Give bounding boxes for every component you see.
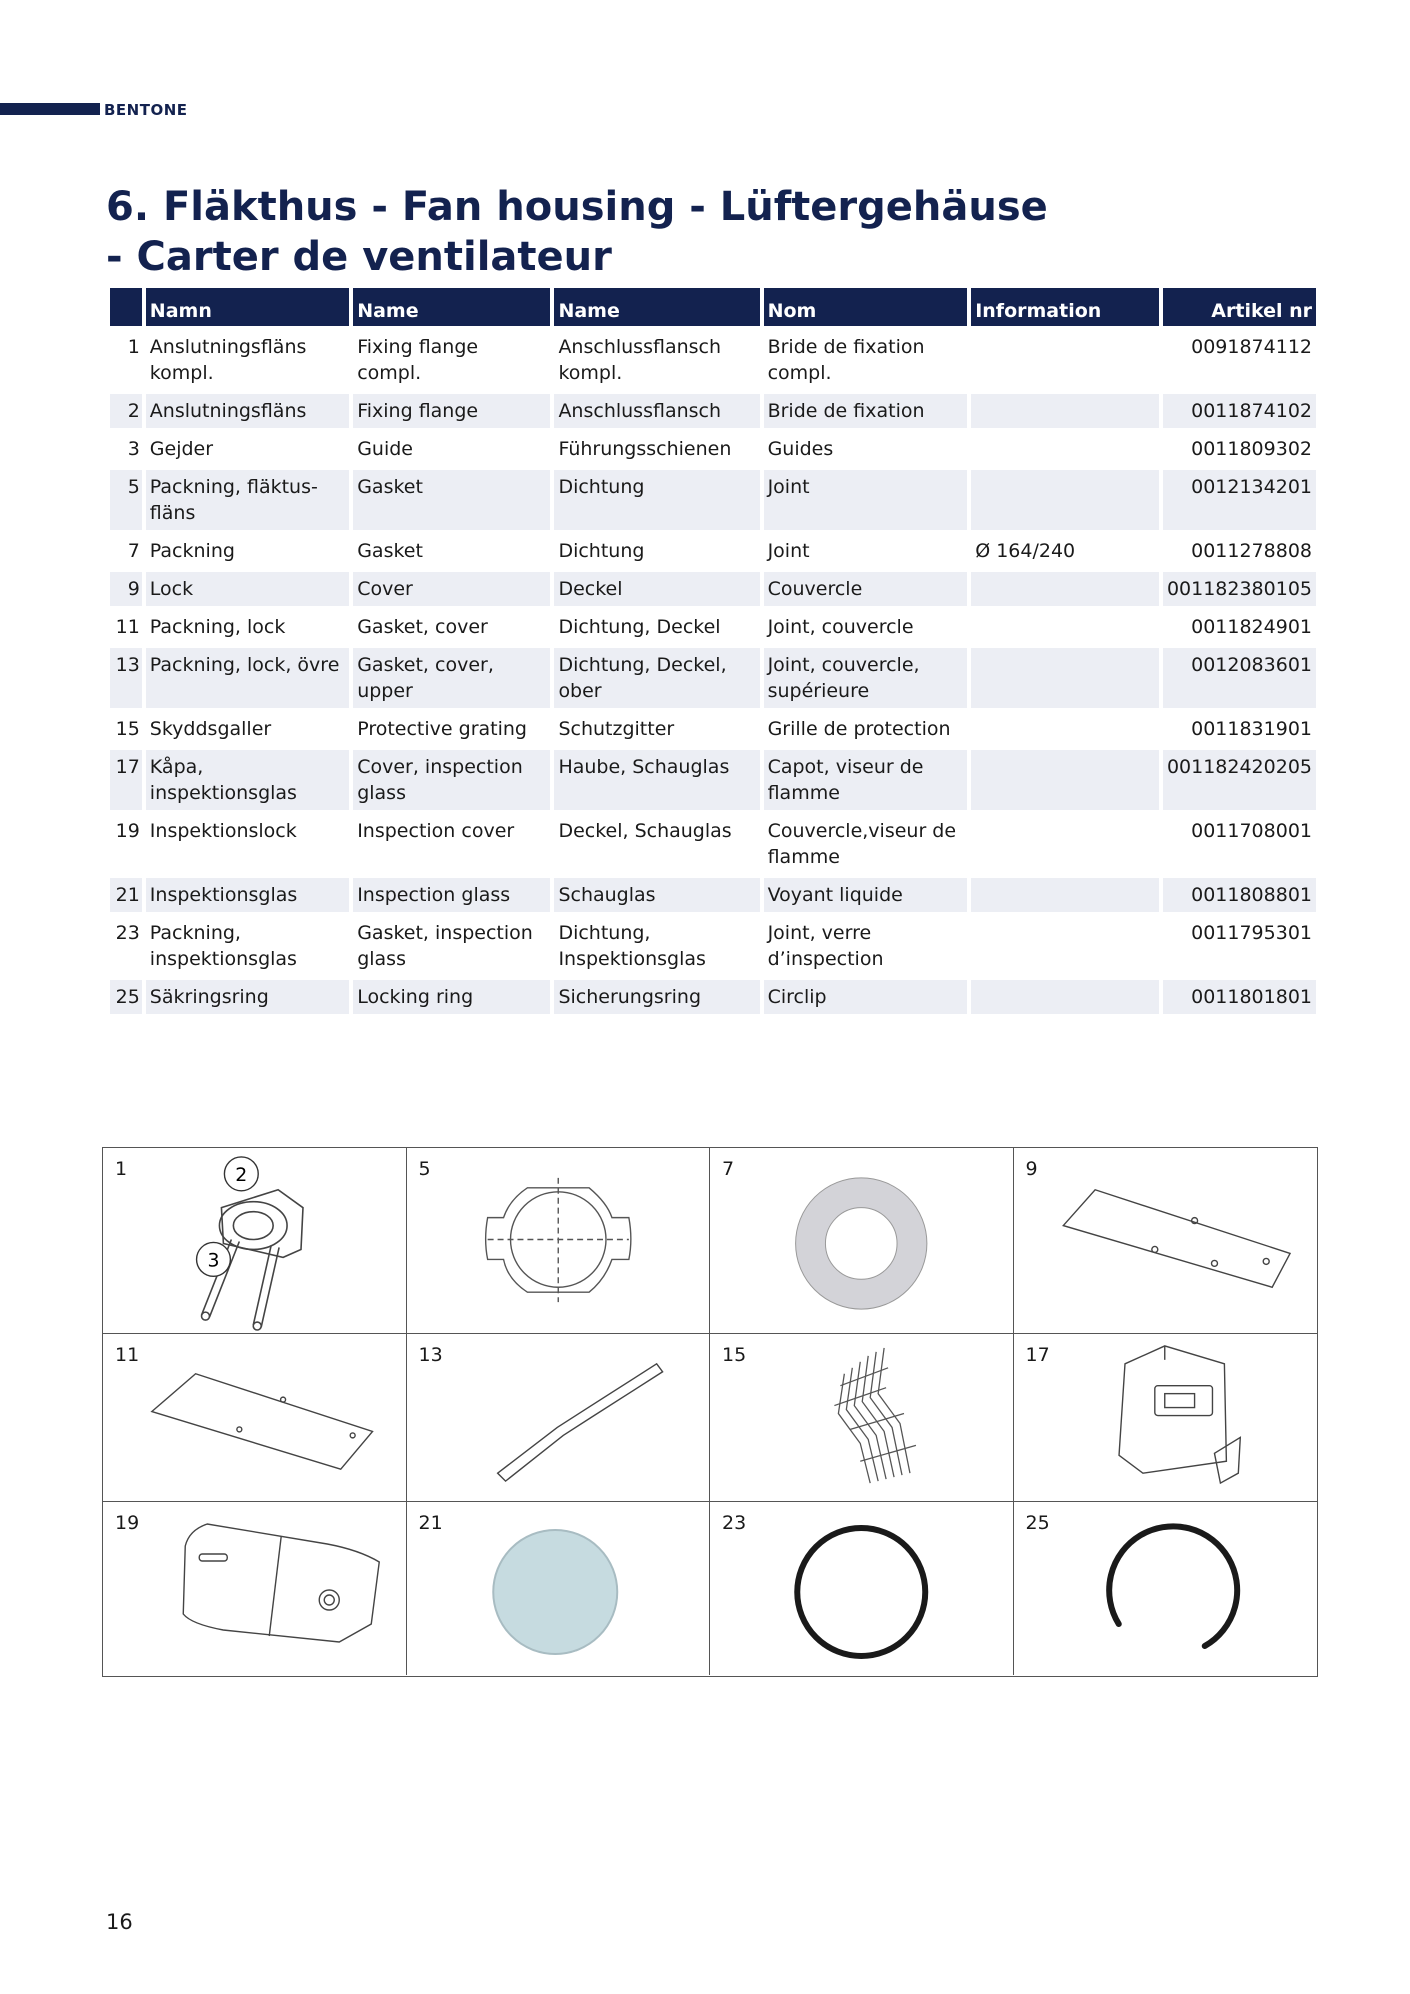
- row-number: 7: [127, 540, 140, 562]
- figure-cell-5: [407, 1148, 711, 1334]
- cell-nom: Circlip: [764, 980, 968, 1014]
- cell-namn: Kåpa, inspektionsglas: [146, 750, 349, 810]
- cell-namn: Packning, fläktus-fläns: [146, 470, 349, 530]
- row-number: 17: [110, 750, 142, 810]
- cell-namn: Inspektionsglas: [146, 878, 349, 912]
- column-header-artikel-nr: Artikel nr: [1163, 288, 1316, 326]
- cell-information: [971, 916, 1159, 976]
- inspection-glass-cover-icon: [1014, 1334, 1318, 1501]
- table-row: [110, 432, 1316, 466]
- ring-gasket-icon: [710, 1148, 1013, 1333]
- table-header-row: [110, 288, 1316, 326]
- cell-name-de: Sicherungsring: [554, 980, 759, 1014]
- row-number: 13: [110, 648, 142, 708]
- inspection-cover-icon: [103, 1502, 406, 1675]
- row-number: 11: [115, 616, 140, 638]
- figure-label: 1: [115, 1158, 128, 1180]
- cell-name-de: Deckel, Schauglas: [558, 820, 732, 842]
- table-row: [110, 534, 1316, 568]
- figure-cell-15: [710, 1334, 1014, 1502]
- cell-name-en: Cover, inspection glass: [353, 750, 550, 810]
- figure-label: 11: [115, 1344, 140, 1366]
- row-number: 25: [110, 980, 142, 1014]
- cell-artikel-nr: 0011824901: [1191, 616, 1312, 638]
- column-header-number: [110, 288, 142, 326]
- cell-name-de: Schauglas: [554, 878, 759, 912]
- cell-name-de: Anschlussflansch kompl.: [558, 336, 722, 384]
- callout-2: 2: [235, 1163, 248, 1186]
- figure-label: 5: [418, 1158, 431, 1180]
- cell-name-en: Protective grating: [357, 718, 527, 740]
- cell-artikel-nr: 0011708001: [1191, 820, 1312, 842]
- cell-artikel-nr: 0011808801: [1163, 878, 1316, 912]
- cell-nom: Joint, couvercle: [767, 616, 914, 638]
- table-row: [110, 572, 1316, 606]
- cell-nom: Joint, couvercle, supérieure: [764, 648, 968, 708]
- cell-name-de: Dichtung: [558, 540, 645, 562]
- cell-name-de: Dichtung: [554, 470, 759, 530]
- brand-bar: [0, 103, 100, 115]
- cell-namn: Packning, lock: [149, 616, 286, 638]
- cell-nom: Bride de fixation compl.: [767, 336, 925, 384]
- cell-name-en: Inspection glass: [353, 878, 550, 912]
- figure-cell-25: [1014, 1502, 1318, 1675]
- table-row: [110, 394, 1316, 428]
- table-row: [110, 610, 1316, 644]
- row-number: 21: [110, 878, 142, 912]
- protective-grating-icon: [710, 1334, 1013, 1501]
- figure-cell-1: [103, 1148, 407, 1334]
- cell-namn: Packning, lock, övre: [146, 648, 349, 708]
- cell-nom: Guides: [767, 438, 834, 460]
- cell-namn: Anslutningsfläns: [146, 394, 349, 428]
- table-row: [110, 814, 1316, 874]
- cell-artikel-nr: 0011831901: [1191, 718, 1312, 740]
- cell-information: [971, 980, 1159, 1014]
- figure-label: 19: [115, 1512, 140, 1534]
- page-number: 16: [106, 1910, 133, 1934]
- brand-name: BENTONE: [104, 101, 188, 119]
- cell-artikel-nr: 001182420205: [1163, 750, 1316, 810]
- figure-label: 25: [1025, 1512, 1050, 1534]
- parts-table-body: [110, 330, 1316, 1014]
- figure-cell-7: [710, 1148, 1014, 1334]
- cell-information: Ø 164/240: [975, 540, 1076, 562]
- upper-gasket-strip-icon: [407, 1334, 710, 1501]
- cell-information: [971, 750, 1159, 810]
- cell-information: [971, 394, 1159, 428]
- cell-name-en: Gasket, cover: [357, 616, 488, 638]
- cover-plate-icon: [1014, 1148, 1318, 1333]
- figure-cell-13: [407, 1334, 711, 1502]
- row-number: 1: [127, 336, 140, 358]
- cell-information: [971, 712, 1159, 746]
- row-number: 23: [115, 922, 140, 944]
- cell-name-en: Fixing flange compl.: [357, 336, 479, 384]
- cell-artikel-nr: 0011801801: [1163, 980, 1316, 1014]
- cell-namn: Anslutningsfläns kompl.: [149, 336, 307, 384]
- cell-nom: Voyant liquide: [764, 878, 968, 912]
- title-line-1: 6. Fläkthus - Fan housing - Lüftergehäuse: [106, 184, 1048, 230]
- cell-nom: Bride de fixation: [764, 394, 968, 428]
- column-header-namn: Namn: [146, 288, 349, 326]
- cell-name-en: Guide: [357, 438, 413, 460]
- table-row: [110, 916, 1316, 976]
- table-row: [110, 878, 1316, 912]
- circlip-icon: [1014, 1502, 1318, 1675]
- cell-information: [971, 610, 1159, 644]
- fixing-flange-assembly-icon: [103, 1148, 406, 1333]
- cell-nom: Couvercle: [764, 572, 968, 606]
- figure-label: 21: [418, 1512, 443, 1534]
- parts-figure-grid: [102, 1147, 1318, 1677]
- table-row: [110, 330, 1316, 390]
- cell-nom: Capot, viseur de flamme: [764, 750, 968, 810]
- cell-name-de: Führungsschienen: [558, 438, 732, 460]
- table-row: [110, 712, 1316, 746]
- row-number: 19: [115, 820, 140, 842]
- cell-name-de: Dichtung, Inspektionsglas: [558, 922, 706, 970]
- cell-namn: Gejder: [149, 438, 214, 460]
- cell-information: [971, 648, 1159, 708]
- table-row: [110, 648, 1316, 708]
- column-header-name-de: Name: [554, 288, 759, 326]
- title-line-2: - Carter de ventilateur: [106, 234, 612, 280]
- cell-name-en: Gasket: [353, 470, 550, 530]
- cell-name-de: Dichtung, Deckel, ober: [554, 648, 759, 708]
- figure-cell-11: [103, 1334, 407, 1502]
- figure-cell-21: [407, 1502, 711, 1675]
- cell-name-de: Deckel: [554, 572, 759, 606]
- figure-label: 13: [418, 1344, 443, 1366]
- cell-information: [971, 814, 1159, 874]
- page-title: [106, 182, 1106, 282]
- figure-cell-17: [1014, 1334, 1318, 1502]
- cell-information: [971, 432, 1159, 466]
- cell-namn: Skyddsgaller: [149, 718, 272, 740]
- cell-name-en: Fixing flange: [353, 394, 550, 428]
- figure-label: 7: [722, 1158, 735, 1180]
- cell-name-en: Cover: [353, 572, 550, 606]
- cell-artikel-nr: 0011278808: [1191, 540, 1312, 562]
- column-header-name-en: Name: [353, 288, 550, 326]
- cell-nom: Couvercle,viseur de flamme: [767, 820, 957, 868]
- cell-namn: Packning, inspektionsglas: [149, 922, 297, 970]
- table-row: [110, 470, 1316, 530]
- cell-information: [971, 878, 1159, 912]
- cell-artikel-nr: 0011874102: [1163, 394, 1316, 428]
- cell-name-en: Inspection cover: [357, 820, 515, 842]
- row-number: 3: [127, 438, 140, 460]
- figure-cell-9: [1014, 1148, 1318, 1334]
- cell-artikel-nr: 0012134201: [1163, 470, 1316, 530]
- figure-label: 15: [722, 1344, 747, 1366]
- column-header-nom: Nom: [764, 288, 968, 326]
- figure-cell-23: [710, 1502, 1014, 1675]
- figure-label: 17: [1025, 1344, 1050, 1366]
- row-number: 2: [110, 394, 142, 428]
- cell-name-de: Schutzgitter: [558, 718, 675, 740]
- cell-name-en: Locking ring: [353, 980, 550, 1014]
- cell-artikel-nr: 0091874112: [1191, 336, 1312, 358]
- cell-name-en: Gasket, cover, upper: [353, 648, 550, 708]
- row-number: 5: [110, 470, 142, 530]
- cell-name-de: Haube, Schauglas: [554, 750, 759, 810]
- figure-cell-19: [103, 1502, 407, 1675]
- cell-information: [971, 470, 1159, 530]
- column-header-information: Information: [971, 288, 1159, 326]
- flange-gasket-icon: [407, 1148, 710, 1333]
- cell-namn: Inspektionslock: [149, 820, 297, 842]
- figure-label: 9: [1025, 1158, 1038, 1180]
- cell-nom: Joint, verre d’inspection: [767, 922, 884, 970]
- cell-nom: Joint: [764, 470, 968, 530]
- cell-artikel-nr: 0011795301: [1191, 922, 1312, 944]
- row-number: 15: [115, 718, 140, 740]
- table-row: [110, 750, 1316, 810]
- figure-label: 23: [722, 1512, 747, 1534]
- cell-artikel-nr: 001182380105: [1163, 572, 1316, 606]
- callout-3: 3: [207, 1249, 220, 1272]
- cell-information: [971, 330, 1159, 390]
- cell-namn: Packning: [149, 540, 235, 562]
- parts-table: [106, 284, 1320, 1018]
- table-row: [110, 980, 1316, 1014]
- cell-name-en: Gasket, inspection glass: [357, 922, 533, 970]
- cell-namn: Lock: [146, 572, 349, 606]
- cell-information: [971, 572, 1159, 606]
- cell-namn: Säkringsring: [146, 980, 349, 1014]
- cell-nom: Grille de protection: [767, 718, 951, 740]
- cell-name-en: Gasket: [357, 540, 423, 562]
- cell-name-de: Dichtung, Deckel: [558, 616, 721, 638]
- cell-artikel-nr: 0011809302: [1191, 438, 1312, 460]
- glass-gasket-ring-icon: [710, 1502, 1013, 1675]
- row-number: 9: [110, 572, 142, 606]
- cell-artikel-nr: 0012083601: [1163, 648, 1316, 708]
- cover-gasket-icon: [103, 1334, 406, 1501]
- inspection-glass-icon: [407, 1502, 710, 1675]
- cell-name-de: Anschlussflansch: [554, 394, 759, 428]
- cell-nom: Joint: [767, 540, 810, 562]
